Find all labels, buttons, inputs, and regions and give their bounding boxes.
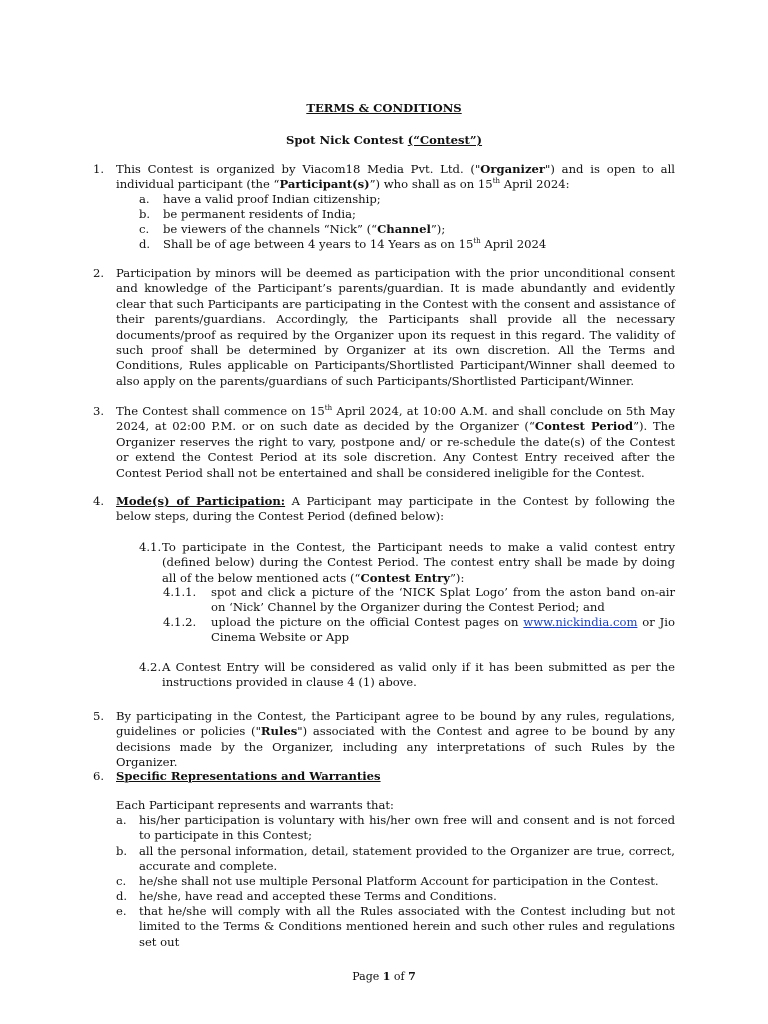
warranty-letter: a. <box>116 813 127 827</box>
clause-4-1-number: 4.1. <box>139 540 162 554</box>
warranty-letter: e. <box>116 904 127 918</box>
clause-4-1-2-number: 4.1.2. <box>163 615 197 629</box>
clause-6-heading: Specific Representations and Warranties <box>116 769 381 783</box>
clause-4-2-text: A Contest Entry will be considered as valid only if it has been submitted as per the instructions provided in clause 4 (1) above. <box>162 660 675 690</box>
warranty-letter: d. <box>116 889 128 903</box>
warranty-text: his/her participation is voluntary with his/her own free will and consent and is not forced to participate in this Contest; <box>139 813 675 843</box>
warranty-text: that he/she will comply with all the Rules associated with the Contest including but not limited to the Terms & Conditions mentioned herein and such other rules and regulations set out <box>139 904 675 949</box>
clause-3-number: 3. <box>93 404 105 418</box>
clause-1-number: 1. <box>93 162 105 176</box>
clause-1-item-letter: a. <box>139 192 150 206</box>
clause-5-text: By participating in the Contest, the Participant agree to be bound by any rules, regulations, guidelines or policies ("Rules") associated with the Contest and agree to be bound by any decisions made by the Organizer, including any interpretations of such Rules by the Organizer. <box>116 709 675 770</box>
clause-1-item-letter: b. <box>139 207 151 221</box>
clause-1-item-text: be permanent residents of India; <box>163 207 356 221</box>
page-number: Page 1 of 7 <box>352 970 416 983</box>
clause-1-text: This Contest is organized by Viacom18 Media Pvt. Ltd. ("Organizer") and is open to all individual participant (the “Participant(s)”) who shall as on 15th April 2024: <box>116 162 676 192</box>
clause-2-text: Participation by minors will be deemed as participation with the prior unconditional consent and knowledge of the Participant’s parents/guardian. It is made abundantly and evidently clear that such Participants are participating in the Contest with the consent and assistance of their parents/guardians. Accordingly, the Participants shall provide all the necessary documents/proof as required by the Organizer upon its request in this regard. The validity of such proof shall be determined by Organizer at its own discretion. All the Terms and Conditions, Rules applicable on Participants/Shortlisted Participant/Winner shall deemed to also apply on the parents/guardians of such Participants/Shortlisted Participant/Winner. <box>116 266 675 388</box>
clause-1-item-text: have a valid proof Indian citizenship; <box>163 192 381 206</box>
nickindia-link[interactable]: www.nickindia.com <box>523 615 638 629</box>
clause-5-number: 5. <box>93 709 105 723</box>
warranty-letter: c. <box>116 874 127 888</box>
warranty-text: he/she shall not use multiple Personal Platform Account for participation in the Contest. <box>139 874 659 888</box>
clause-2-number: 2. <box>93 266 105 280</box>
warranty-text: he/she, have read and accepted these Terms and Conditions. <box>139 889 497 903</box>
clause-1-item-letter: d. <box>139 237 151 251</box>
document-title: TERMS & CONDITIONS <box>306 101 462 115</box>
clause-4-1-text: To participate in the Contest, the Participant needs to make a valid contest entry (defined below) during the Contest Period. The contest entry shall be made by doing all of the below mentioned acts (“Contest Entry”): <box>162 540 675 585</box>
document-subtitle <box>0 133 768 148</box>
clause-6-intro: Each Participant represents and warrants that: <box>116 798 394 812</box>
clause-4-text: Mode(s) of Participation: A Participant may participate in the Contest by following the below steps, during the Contest Period (defined below): <box>116 494 675 524</box>
clause-1-item-text: be viewers of the channels “Nick” (“Channel”); <box>163 222 446 236</box>
clause-6-number: 6. <box>93 769 105 783</box>
clause-1-item-letter: c. <box>139 222 150 236</box>
warranty-letter: b. <box>116 844 128 858</box>
clause-4-2-number: 4.2. <box>139 660 162 674</box>
subtitle-contest-name: Spot Nick Contest <box>285 133 408 147</box>
clause-1-item-text: Shall be of age between 4 years to 14 Years as on 15th April 2024 <box>163 237 547 251</box>
clause-4-1-1-number: 4.1.1. <box>163 585 197 599</box>
warranty-text: all the personal information, detail, statement provided to the Organizer are true, correct, accurate and complete. <box>139 844 675 874</box>
clause-4-1-1-text: spot and click a picture of the ‘NICK Splat Logo’ from the aston band on-air on ‘Nick’ Channel by the Organizer during the Contest Period; and <box>211 585 675 615</box>
clause-4-number: 4. <box>93 494 105 508</box>
clause-3-text: The Contest shall commence on 15th April 2024, at 10:00 A.M. and shall conclude on 5th May 2024, at 02:00 P.M. or on such date as decided by the Organizer (“Contest Period”). The Organizer reserves the right to vary, postpone and/ or re-schedule the date(s) of the Contest or extend the Contest Period at its sole discretion. Any Contest Entry received after the Contest Period shall not be entertained and shall be considered ineligible for the Contest. <box>116 404 676 480</box>
clause-4-1-2-text: upload the picture on the official Contest pages on www.nickindia.com or Jio Cinema Website or App <box>211 615 675 645</box>
subtitle-contest-short: (“Contest”) <box>407 133 483 147</box>
